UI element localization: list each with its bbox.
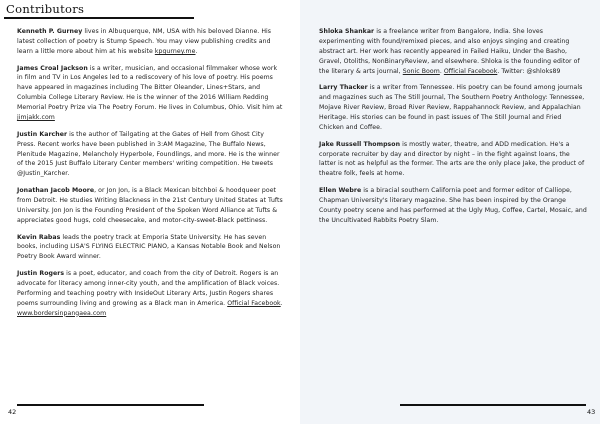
bio-larry-thacker — [319, 83, 587, 133]
page-number: 42 — [8, 408, 17, 416]
left-column — [17, 27, 284, 325]
contributor-name: Jake Russell Thompson — [319, 140, 401, 148]
website-link[interactable]: jimjakk.com — [17, 114, 55, 122]
contributor-name: Larry Thacker — [319, 84, 368, 92]
bio-tail: . — [439, 67, 444, 75]
footer-rule — [17, 404, 204, 406]
bio-ellen-webre — [319, 186, 587, 226]
bio-text: is a freelance writer from Bangalore, India. She loves experimenting with found/remixed pieces, and also enjoys singing and creating abstract art. Her work has recently appeared in Failed Haiku, Under the Basho, Gravel, Otoliths, NonBinaryReview, and elsewhere. Shloka is the founding editor of the literary & arts journal, — [319, 28, 580, 75]
bio-jonathan-jacob-moore — [17, 186, 284, 226]
bio-text: lives in Albuquerque, NM, USA with his beloved Dianne. His latest collection of poetry is Stump Speech. You may view publishing credits and learn a little more about him at his website — [17, 28, 272, 55]
bio-justin-karcher — [17, 130, 284, 180]
bio-tail: . — [195, 47, 198, 55]
contributor-name: Kevin Rabas — [17, 233, 61, 241]
bio-text: is the author of Tailgating at the Gates of Hell from Ghost City Press. Recent works have been published in 3:AM Magazine, The Buffalo News, Plenitude Magazine, Melancholy Hyperbole, Foundlings, and more. He is the winner of the 2015 Just Buffalo Literary Center members' writing competition. He tweets @Justin_Karcher. — [17, 130, 280, 178]
facebook-link[interactable]: Official Facebook — [443, 67, 498, 75]
bio-justin-rogers — [17, 269, 284, 319]
bio-text: is mostly water, theatre, and ADD medication. He's a corporate recruiter by day and director by night – in the fight against loans, the latter is not as helpful as the former. The arts are the only place Jake, the product of theatre folk, feels at home. — [319, 140, 585, 178]
contributor-name: Kenneth P. Gurney — [17, 28, 83, 35]
bio-text: , or Jon Jon, is a Black Mexican bitchboi & hoodqueer poet from Detroit. He studies Writing Blackness in the 21st Century United States at Tufts University. Jon Jon is the Founding President of the Spoken Word Alliance at Tufts & appreciates good hugs, cold cheesecake, and motor-city-sweet-Black pettiness. — [17, 187, 283, 224]
bio-text: is a writer from Tennessee. His poetry can be found among journals and magazines such as The Still Journal, The Southern Poetry Anthology: Tennessee, Mojave River Review, Broad River Review, Rappahannock Review, and Appalachian Heritage. His stories can be found in past issues of The Still Journal and Fried Chicken and Coffee. — [319, 84, 585, 131]
contributor-name: Shloka Shankar — [319, 28, 375, 35]
bio-text: is a poet, educator, and coach from the city of Detroit. Rogers is an advocate for literacy among inner-city youth, and the amplification of Black voices. Performing and teaching poetry with InsideOut Literary Arts, Justin Rogers shares poems surrounding living and growing as a Black man in America. — [17, 270, 280, 307]
bio-tail: . — [280, 299, 283, 307]
contributor-name: Justin Karcher — [17, 130, 68, 138]
bio-james-croal-jackson — [17, 64, 284, 123]
journal-link[interactable]: Sonic Boom — [402, 67, 440, 75]
bio-kevin-rabas — [17, 233, 284, 263]
right-column — [319, 27, 587, 233]
bio-text: is a writer, musician, and occasional filmmaker whose work in film and TV in Los Angeles led to a rediscovery of his love of poetry. His poems have appeared in magazines including The Bitter Oleander, Lines+Stars, and Columbia College Literary Review. He is the winner of the 2016 William Redding Memorial Poetry Prize via The Poetry Forum. He lives in Columbus, Ohio. Visit him at — [17, 64, 283, 112]
bio-text: leads the poetry track at Emporia State University. He has seven books, including LISA'S FLYING ELECTRIC PIANO, a Kansas Notable Book and Nelson Poetry Book Award winner. — [17, 233, 281, 261]
page-number: 43 — [587, 408, 596, 416]
title-underline — [4, 17, 194, 19]
website-link[interactable]: kpgurney.me — [154, 47, 196, 55]
footer-rule — [400, 404, 586, 406]
contributor-name: Justin Rogers — [17, 270, 65, 278]
contributor-name: James Croal Jackson — [17, 64, 88, 72]
contributor-name: Ellen Webre — [319, 187, 362, 195]
bio-text: is a biracial southern California poet and former editor of Calliope, Chapman University's literary magazine. She has been inspired by the Orange County poetry scene and has performed at the Ugly Mug, Coffee, Cartel, Mosaic, and the Uncultivated Rabbits Poetry Slam. — [319, 187, 587, 224]
page-title: Contributors — [6, 2, 85, 16]
bio-kenneth-gurney — [17, 27, 284, 57]
right-page — [300, 0, 600, 424]
bio-shloka-shankar — [319, 27, 587, 77]
contributor-name: Jonathan Jacob Moore — [17, 187, 95, 195]
website-link[interactable]: www.bordersinpangaea.com — [17, 309, 107, 317]
facebook-link[interactable]: Official Facebook — [227, 299, 281, 307]
bio-jake-russell-thompson — [319, 140, 587, 180]
twitter-handle: . Twitter: @shloks89 — [497, 67, 561, 75]
